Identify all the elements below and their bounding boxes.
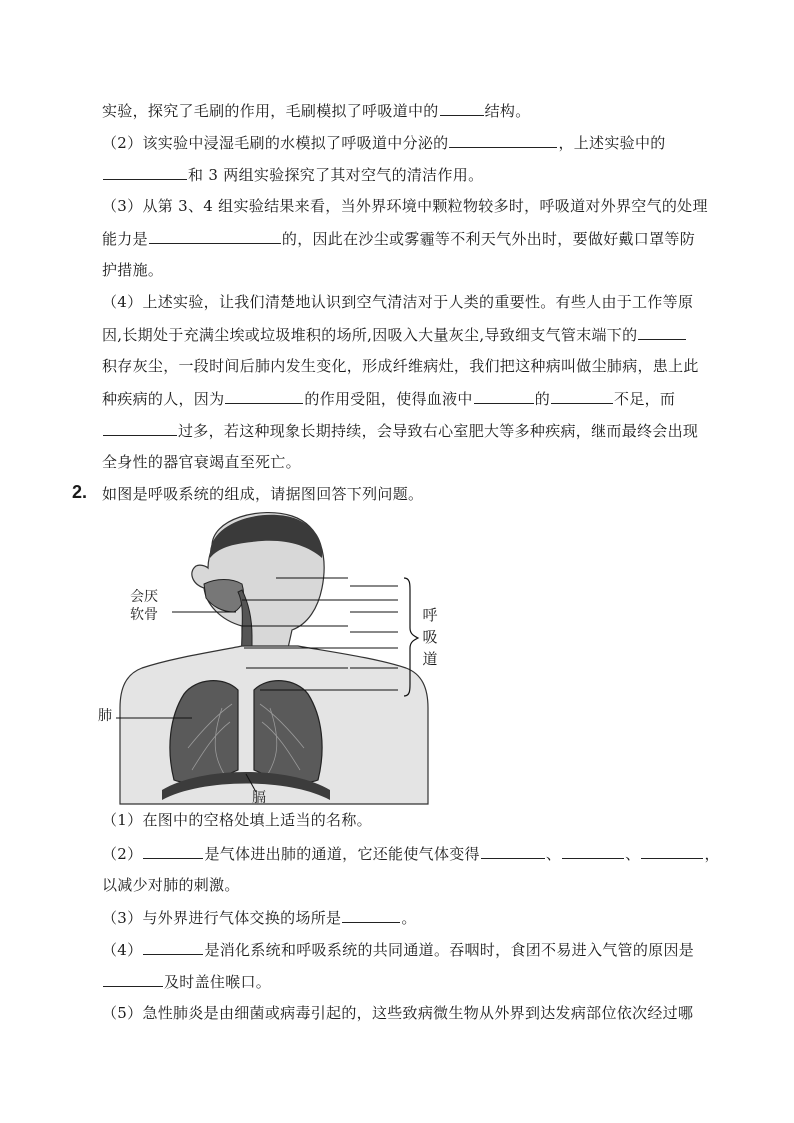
q1-part4-line-3 — [102, 356, 699, 376]
text: （4）上述实验，让我们清楚地认识到空气清洁对于人类的重要性。有些人由于工作等原 — [102, 293, 694, 311]
answer-blank[interactable] — [440, 100, 484, 116]
q2-sub3 — [102, 907, 417, 928]
answer-blank[interactable] — [474, 388, 534, 404]
text: （1）在图中的空格处填上适当的名称。 — [102, 811, 372, 829]
answer-blank[interactable] — [143, 843, 203, 859]
answer-blank[interactable] — [103, 971, 163, 987]
q1-part2-line-2 — [102, 164, 483, 185]
respiratory-system-figure — [92, 508, 452, 808]
answer-blank[interactable] — [149, 228, 281, 244]
text: 过多，若这种现象长期持续，会导致右心室肥大等多种疾病，继而最终会出现 — [178, 422, 699, 440]
answer-blank[interactable] — [551, 388, 613, 404]
label-airway: 呼吸道 — [422, 606, 438, 668]
answer-blank[interactable] — [225, 388, 303, 404]
text: 全身性的器官衰竭直至死亡。 — [102, 453, 301, 471]
text: 的作用受阻，使得血液中 — [304, 390, 473, 408]
text: （3）从第 3、4 组实验结果来看，当外界环境中颗粒物较多时，呼吸道对外界空气的处理 — [102, 197, 708, 215]
text: （5）急性肺炎是由细菌或病毒引起的，这些致病微生物从外界到达发病部位依次经过哪 — [102, 1004, 694, 1022]
respiratory-diagram — [92, 508, 452, 808]
q2-sub5 — [102, 1003, 693, 1023]
answer-blank[interactable] — [638, 324, 686, 340]
question-number: 2. — [72, 482, 88, 502]
text: 结构。 — [484, 102, 531, 120]
text: 、 — [545, 845, 562, 863]
text: （2） — [102, 845, 143, 863]
text: 的，因此在沙尘或雾霾等不利天气外出时，要做好戴口罩等防 — [281, 230, 696, 248]
text: （4） — [102, 941, 143, 959]
text: 以减少对肺的刺激。 — [102, 876, 240, 894]
text: 、 — [625, 845, 641, 863]
q2-sub4-line-2 — [102, 971, 271, 992]
text: （2）该实验中浸湿毛刷的水模拟了呼吸道中分泌的 — [102, 134, 449, 152]
answer-blank[interactable] — [342, 907, 400, 923]
answer-blank[interactable] — [641, 843, 703, 859]
q1-part4-line-2 — [102, 324, 687, 345]
q2-stem — [102, 484, 423, 504]
text: 积存灰尘，一段时间后肺内发生变化，形成纤维病灶，我们把这种病叫做尘肺病，患上此 — [102, 357, 699, 375]
answer-blank[interactable] — [562, 843, 624, 859]
answer-blank[interactable] — [449, 132, 557, 148]
label-lung: 肺 — [98, 708, 112, 724]
text: 实验，探究了毛刷的作用，毛刷模拟了呼吸道中的 — [102, 102, 439, 120]
q2-sub1 — [102, 810, 372, 830]
answer-blank[interactable] — [103, 420, 177, 436]
q1-part3-line-3 — [102, 260, 163, 280]
answer-blank[interactable] — [481, 843, 545, 859]
text: 是气体进出肺的通道，它还能使气体变得 — [204, 845, 480, 863]
q2-sub2-line-1 — [102, 843, 720, 864]
text: 是消化系统和呼吸系统的共同通道。吞咽时，食团不易进入气管的原因是 — [204, 941, 695, 959]
q1-part4-line-5 — [102, 420, 698, 441]
q1-line-1 — [102, 100, 531, 121]
text: 能力是 — [102, 230, 148, 248]
answer-blank[interactable] — [103, 164, 187, 180]
q1-part3-line-2 — [102, 228, 695, 249]
q2-sub2-line-2 — [102, 875, 240, 895]
q1-part4-line-4 — [102, 388, 675, 409]
label-diaphragm: 膈 — [252, 790, 266, 806]
text: 不足，而 — [614, 390, 676, 408]
q1-part4-line-1 — [102, 292, 693, 312]
label-blanks[interactable] — [350, 586, 398, 668]
text: 护措施。 — [102, 261, 164, 279]
q2-sub4-line-1 — [102, 939, 694, 960]
text: （3）与外界进行气体交换的场所是 — [102, 909, 342, 927]
text: 和 3 两组实验探究了其对空气的清洁作用。 — [188, 166, 484, 184]
text: 的 — [534, 390, 551, 408]
text: 及时盖住喉口。 — [164, 973, 272, 991]
text: 因,长期处于充满尘埃或垃圾堆积的场所,因吸入大量灰尘,导致细支气管末端下的 — [102, 326, 638, 344]
q1-part2-line-1 — [102, 132, 666, 153]
q1-part3-line-1 — [102, 196, 708, 216]
text: ，上述实验中的 — [558, 134, 666, 152]
text: 。 — [401, 909, 417, 927]
nasal-cavity — [204, 580, 244, 613]
text: 种疾病的人，因为 — [102, 390, 225, 408]
text: ， — [704, 845, 720, 863]
text: 如图是呼吸系统的组成，请据图回答下列问题。 — [102, 485, 424, 503]
label-epiglottis: 会厌软骨 — [130, 589, 158, 623]
answer-blank[interactable] — [143, 939, 203, 955]
q1-part4-line-6 — [102, 452, 301, 472]
